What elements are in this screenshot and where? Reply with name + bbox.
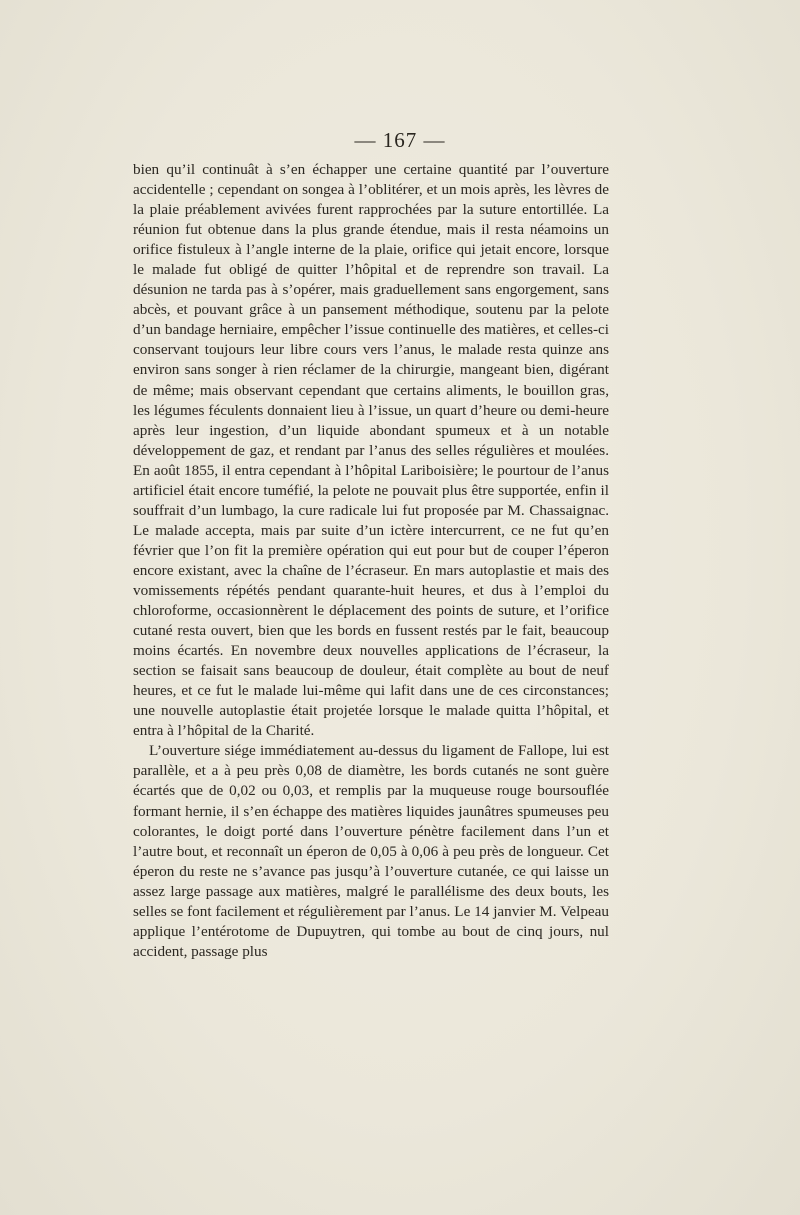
paragraph-1: bien qu’il continuât à s’en échapper une certaine quantité par l’ouverture accidentelle ; cependant on songea à l’oblitérer, et un mois après, les lèvres de la plaie préablement avivées furent rapprochées par la suture entortillée. La réunion fut obtenue dans la plus grande étendue, mais il resta néamoins un orifice fistuleux à l’angle interne de la plaie, orifice qui jetait encore, lorsque le malade fut obligé de quitter l’hôpital et de reprendre son travail. La désunion ne tarda pas à s’opérer, mais graduellement sans engorgement, sans abcès, et pouvant grâce à un pansement méthodique, soutenu par la pelote d’un bandage herniaire, empêcher l’issue continuelle des matières, et celles-ci conservant toujours leur libre cours vers l’anus, le malade resta quinze ans environ sans songer à rien réclamer de la chirurgie, mangeant bien, digérant de même; mais observant cependant que certains aliments, le bouillon gras, les légumes féculents donnaient lieu à l’issue, un quart d’heure ou demi-heure après leur ingestion, d’un liquide abondant spumeux et à un notable développement de gaz, et rendant par l’anus des selles régulières et moulées. En août 1855, il entra cependant à l’hôpital Lariboisière; le pourtour de l’anus artificiel était encore tuméfié, la pelote ne pouvait plus être supportée, enfin il souffrait d’un lumbago, la cure radicale lui fut proposée par M. Chassaignac. Le malade accepta, mais par suite d’un ictère intercurrent, ce ne fut qu’en février que l’on fit la première opération qui eut pour but de couper l’éperon encore existant, avec la chaîne de l’écraseur. En mars autoplastie et mais des vomissements répétés pendant quarante-huit heures, et dus à l’emploi du chloroforme, occasionnèrent le déplacement des points de suture, et l’orifice cutané resta ouvert, bien que les bords en fussent restés par le fait, beaucoup moins écartés. En novembre deux nouvelles applications de l’écraseur, la section se faisait sans beaucoup de douleur, était complète au bout de neuf heures, et ce fut le malade lui-même qui lafit dans une de ces circonstances; une nouvelle autoplastie était projetée lorsque le malade quitta l’hôpital, et entra à l’hôpital de la Charité.: [133, 161, 609, 740]
page-number: — 167 —: [354, 128, 446, 152]
body-text: [133, 160, 609, 962]
paragraph-2: L’ouverture siége immédiatement au-dessus du ligament de Fallope, lui est parallèle, et a à peu près 0,08 de diamètre, les bords cutanés ne sont guère écartés que de 0,02 ou 0,03, et remplis par la muqueuse rouge boursouflée formant hernie, il s’en échappe des matières liquides jaunâtres spumeuses peu colorantes, le doigt porté dans l’ouverture pénètre facilement dans l’un et l’autre bout, et reconnaît un éperon de 0,05 à 0,06 à peu près de longueur. Cet éperon du reste ne s’avance pas jusqu’à l’ouverture cutanée, ce qui laisse un assez large passage aux matières, malgré le parallélisme des deux bouts, les selles se font facilement et régulièrement par l’anus. Le 14 janvier M. Velpeau applique l’entérotome de Dupuytren, qui tombe au bout de cinq jours, nul accident, passage plus: [133, 742, 609, 960]
